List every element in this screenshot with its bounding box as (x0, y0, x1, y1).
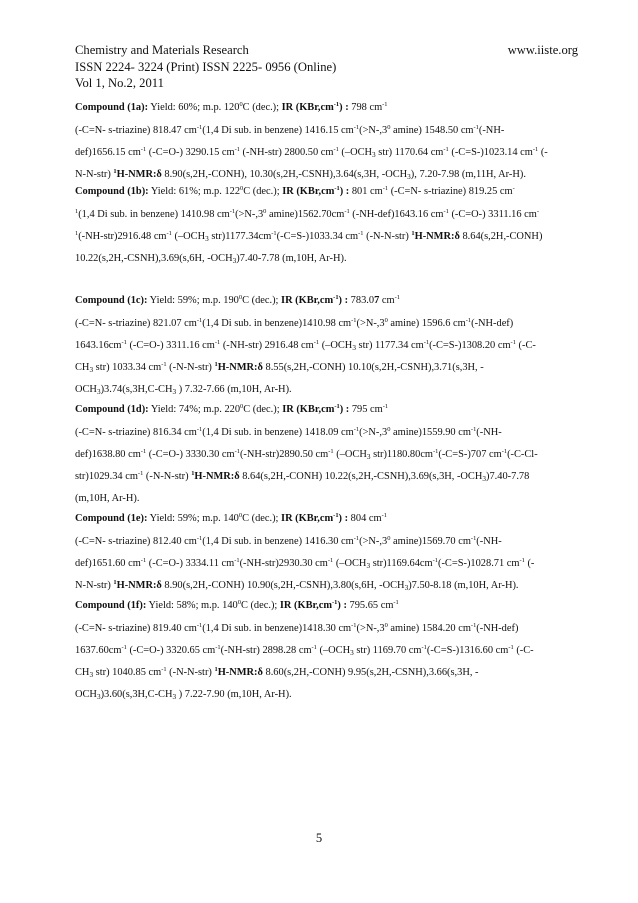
text-run: (-NH- (476, 427, 502, 438)
text-run: N-N-str) (75, 580, 114, 591)
text-run: 1637.60cm (75, 645, 122, 656)
text-run: (-C=S-)1316.60 cm (426, 645, 509, 656)
spectral-data-line (75, 120, 580, 142)
text-run: Yield: 61%; m.p. 122 (150, 186, 241, 197)
text-run: (-C=S-)1028.71 cm (438, 558, 520, 569)
text-run: -1 (353, 124, 360, 132)
text-run: (>N-,3 (359, 536, 388, 547)
compound-summary-line (75, 399, 580, 421)
text-run: (1,4 Di sub. in benzene) 1416.30 cm (202, 536, 354, 547)
text-run: 3 (407, 172, 411, 181)
text-run: IR (KBr,cm (279, 600, 333, 611)
text-run: N-N-str) (75, 169, 114, 180)
text-run: -1 (421, 644, 427, 652)
text-run: -1 (382, 403, 389, 411)
text-run: -1 (382, 185, 389, 193)
text-run: (>N-,3 (235, 209, 264, 220)
text-run: C (dec.); (242, 513, 282, 524)
text-run: -1 (166, 230, 172, 238)
text-run: - (512, 185, 515, 193)
page-header (75, 42, 578, 92)
text-run: str) 1033.34 cm (93, 362, 162, 373)
spectral-data-line (75, 313, 580, 335)
text-run: (–OCH (319, 340, 353, 351)
text-run: -1 (393, 599, 399, 607)
spectral-data-line (75, 142, 580, 164)
text-run: 1 (191, 470, 195, 478)
compound-label: Compound (1f): (75, 600, 147, 611)
text-run: -1 (137, 470, 144, 478)
text-run: 1 (411, 230, 415, 238)
text-run: -1 (470, 426, 477, 434)
text-run: (-C=O-) 3311.16 cm (448, 209, 537, 220)
compound-summary-line (75, 595, 580, 617)
spectral-data-line (75, 662, 580, 684)
text-run: Yield: 60%; m.p. 120 (150, 102, 240, 113)
text-run: amine)1569.70 cm (390, 536, 471, 547)
text-run: -1 (394, 294, 400, 302)
journal-name: Chemistry and Materials Research (75, 43, 249, 57)
text-run: -1 (465, 317, 472, 325)
text-run: IR (KBr,cm (282, 186, 335, 197)
spectral-data-line (75, 226, 580, 248)
volume-line: Vol 1, No.2, 2011 (75, 76, 164, 90)
text-run: -1 (234, 557, 240, 565)
text-run: -1 (311, 644, 317, 652)
text-run: -1 (470, 535, 477, 543)
compound-label: Compound (1d): (75, 404, 149, 415)
text-run: (-C=N- s-triazine) 821.07 cm (75, 318, 197, 329)
text-run: 783.0 (348, 295, 375, 306)
text-run: (-NH-str) 2800.50 cm (239, 147, 334, 158)
text-run: 3 (89, 670, 94, 679)
text-run: IR (KBr,cm (282, 404, 335, 415)
text-run: str) 1169.70 cm (353, 645, 422, 656)
text-run: -1 (351, 317, 357, 325)
text-run: 10.22(s,2H,-CSNH),3.69(s,6H, -OCH (75, 253, 233, 264)
text-run: -1 (140, 557, 147, 565)
text-run: C (dec.); (243, 186, 283, 197)
compound-entry (75, 508, 580, 597)
text-run: 3 (96, 387, 101, 396)
text-run: 3 (89, 365, 94, 374)
spectral-data-line (75, 204, 580, 226)
text-run: ) 7.32-7.66 (m,10H, Ar-H). (176, 384, 292, 395)
text-run: - (536, 208, 540, 216)
text-run: (-C=S-)707 cm (438, 449, 502, 460)
text-run: 0 (238, 512, 243, 520)
text-run: (–OCH (333, 558, 367, 569)
text-run: (- (538, 147, 548, 158)
text-run: -1 (473, 124, 479, 132)
text-run: 0 (240, 403, 244, 411)
text-run: Yield: 74%; m.p. 220 (150, 404, 241, 415)
text-run: -1 (214, 339, 221, 347)
text-run: 7 (374, 295, 380, 306)
text-run: amine) 1596.6 cm (387, 318, 466, 329)
text-run: 0 (263, 208, 267, 216)
text-run: -1 (161, 666, 167, 674)
text-run: amine) 1584.20 cm (387, 623, 471, 634)
text-run: 801 cm (349, 186, 383, 197)
compound-summary-line (75, 181, 580, 203)
compound-entry (75, 399, 580, 510)
text-run: C (dec.); (240, 600, 280, 611)
issn-line: ISSN 2224- 3224 (Print) ISSN 2225- 0956 (Online) (75, 59, 337, 74)
text-run: CH (75, 362, 90, 373)
text-run: (-C=O-) 3334.11 cm (146, 558, 235, 569)
spectral-data-line (75, 444, 580, 466)
text-run: -1 (433, 448, 439, 456)
text-run: (-C=O-) 3330.30 cm (146, 449, 235, 460)
text-run: (m,10H, Ar-H). (75, 493, 140, 504)
text-run: 3 (366, 561, 371, 570)
text-run: -1 (510, 339, 516, 347)
text-run: H-NMR:δ (116, 580, 162, 591)
spectral-data-line (75, 335, 580, 357)
text-run: ) : (339, 102, 349, 113)
text-run: (- (524, 558, 535, 569)
text-run: -1 (333, 294, 339, 302)
text-run: 3 (205, 234, 209, 243)
text-run: (-C- (513, 645, 534, 656)
text-run: -1 (344, 208, 350, 216)
text-run: (-C=N- s-triazine) 819.25 cm (388, 186, 513, 197)
text-run: -1 (234, 146, 240, 154)
text-run: C (dec.); (242, 295, 282, 306)
text-run: )3.60(s,3H,C-CH (100, 689, 173, 700)
text-run: 1 (214, 361, 218, 369)
text-run: (-NH-str)2930.30 cm (239, 558, 328, 569)
text-run: def)1656.15 cm (75, 147, 141, 158)
text-run: ), 7.20-7.98 (m,11H, Ar-H). (410, 169, 526, 180)
spectral-data-line (75, 488, 580, 510)
text-run: -1 (215, 644, 221, 652)
text-run: (–OCH (338, 147, 373, 158)
spectral-data-line (75, 248, 580, 270)
text-run: 3 (352, 343, 356, 352)
text-run: 0 (387, 426, 391, 434)
text-run: -1 (358, 230, 364, 238)
text-run: -1 (333, 101, 340, 109)
text-run: Yield: 59%; m.p. 140 (149, 513, 239, 524)
text-run: (–OCH (171, 231, 206, 242)
text-run: Yield: 58%; m.p. 140 (148, 600, 238, 611)
text-run: (-C=N- s-triazine) 818.47 cm (75, 125, 197, 136)
text-run: 0 (387, 124, 391, 132)
text-run: ) : (338, 513, 349, 524)
text-run: )7.50-8.18 (m,10H, Ar-H). (408, 580, 519, 591)
text-run: 3 (404, 583, 409, 592)
text-run: -1 (121, 339, 127, 347)
text-run: 1 (113, 168, 117, 176)
text-run: 804 cm (348, 513, 382, 524)
spectral-data-line (75, 618, 580, 640)
text-run: H-NMR:δ (217, 362, 263, 373)
text-run: 795 cm (349, 404, 383, 415)
text-run: -1 (196, 426, 203, 434)
spectral-data-line (75, 684, 580, 706)
text-run: -1 (382, 101, 388, 109)
text-run: 3 (482, 474, 487, 483)
text-run: )7.40-7.78 (m,10H, Ar-H). (236, 253, 347, 264)
text-run: 8.64(s,2H,-CONH) 10.22(s,2H,-CSNH),3.69(s,3H, -OCH (239, 471, 483, 482)
text-run: -1 (381, 512, 387, 520)
text-run: str) 1170.64 cm (375, 147, 444, 158)
text-run: def)1651.60 cm (75, 558, 141, 569)
text-run: 8.90(s,2H,-CONH), 10.30(s,2H,-CSNH),3.64(s,3H, -OCH (161, 169, 408, 180)
text-run: (>N-,3 (359, 125, 388, 136)
text-run: (-N-N-str) (363, 231, 412, 242)
compound-summary-line (75, 97, 580, 119)
text-run: (-NH- (476, 536, 502, 547)
text-run: (1,4 Di sub. in benzene) 1418.09 cm (202, 427, 354, 438)
compound-label: Compound (1c): (75, 295, 148, 306)
text-run: IR (KBr,cm (281, 513, 334, 524)
text-run: (-C=N- s-triazine) 819.40 cm (75, 623, 197, 634)
text-run: C (dec.); (242, 102, 282, 113)
compound-entry (75, 290, 580, 401)
text-run: 3 (172, 387, 177, 396)
text-run: 3 (232, 256, 237, 265)
text-run: -1 (327, 557, 334, 565)
text-run: Yield: 59%; m.p. 190 (149, 295, 239, 306)
text-run: (-C=O-) 3320.65 cm (126, 645, 216, 656)
text-run: 1643.16cm (75, 340, 122, 351)
text-run: -1 (140, 146, 147, 154)
spectral-data-line (75, 357, 580, 379)
text-run: str)1180.80cm (370, 449, 434, 460)
spectral-data-line (75, 422, 580, 444)
text-run: -1 (121, 644, 127, 652)
text-run: -1 (508, 644, 514, 652)
text-run: 3 (172, 692, 177, 701)
text-run: -1 (332, 599, 338, 607)
text-run: ) : (337, 600, 347, 611)
text-run: -1 (333, 512, 339, 520)
text-run: (-C=N- s-triazine) 812.40 cm (75, 536, 197, 547)
text-run: str) 1177.34 cm (355, 340, 424, 351)
text-run: H-NMR:δ (414, 231, 460, 242)
text-run: 0 (384, 622, 388, 630)
text-run: 1 (214, 666, 218, 674)
text-run: 0 (384, 317, 388, 325)
text-run: (-NH-str) 2898.28 cm (220, 645, 312, 656)
text-run: (-C=O-) 3311.16 cm (126, 340, 215, 351)
text-run: cm (379, 295, 395, 306)
text-run: 3 (372, 150, 376, 159)
text-run: IR (KBr,cm (281, 295, 334, 306)
text-run: 0 (239, 101, 243, 109)
text-run: (–OCH (316, 645, 351, 656)
text-run: OCH (75, 384, 97, 395)
text-run: -1 (313, 339, 320, 347)
text-run: (-C=S-)1033.34 cm (276, 231, 359, 242)
compound-label: Compound (1b): (75, 186, 149, 197)
text-run: (-C=S-)1023.14 cm (448, 147, 533, 158)
text-run: -1 (229, 208, 236, 216)
compound-entry (75, 181, 580, 270)
text-run: 3 (96, 692, 101, 701)
text-run: -1 (234, 448, 240, 456)
text-run: ) : (338, 295, 349, 306)
text-run: -1 (196, 124, 203, 132)
text-run: 0 (237, 599, 241, 607)
text-run: 1 (75, 230, 79, 238)
text-run: 8.90(s,2H,-CONH) 10.90(s,2H,-CSNH),3.80(s,6H, -OCH (161, 580, 405, 591)
text-run: 1 (75, 208, 79, 216)
text-run: -1 (271, 230, 277, 238)
text-run: 8.60(s,2H,-CONH) 9.95(s,2H,-CSNH),3.66(s,3H, - (262, 667, 479, 678)
text-run: (-C=S-)1308.20 cm (429, 340, 511, 351)
text-run: -1 (351, 622, 357, 630)
text-run: -1 (196, 622, 203, 630)
text-run: (-NH-def) (476, 623, 519, 634)
text-run: ) : (339, 186, 350, 197)
spectral-data-line (75, 531, 580, 553)
text-run: ) 7.22-7.90 (m,10H, Ar-H). (176, 689, 292, 700)
text-run: (-C=N- s-triazine) 816.34 cm (75, 427, 197, 438)
text-run: H-NMR:δ (217, 667, 263, 678)
text-run: -1 (432, 557, 438, 565)
text-run: -1 (423, 339, 430, 347)
spectral-data-line (75, 379, 580, 401)
text-run: amine) 1548.50 cm (390, 125, 474, 136)
text-run: -1 (140, 448, 147, 456)
compound-entry (75, 595, 580, 706)
text-run: -1 (334, 185, 340, 193)
text-run: C (dec.); (243, 404, 283, 415)
text-run: -1 (470, 622, 477, 630)
text-run: str)1169.64cm (370, 558, 433, 569)
text-run: -1 (532, 146, 539, 154)
text-run: 8.64(s,2H,-CONH) (459, 231, 543, 242)
text-run: IR (KBr,cm (281, 102, 334, 113)
text-run: 795.65 cm (346, 600, 394, 611)
text-run: (>N-,3 (356, 623, 385, 634)
text-run: -1 (328, 448, 334, 456)
text-run: (-NH- (478, 125, 505, 136)
text-run: str) 1040.85 cm (93, 667, 162, 678)
text-run: (-N-N-str) (143, 471, 192, 482)
text-run: 798 cm (348, 102, 383, 113)
text-run: -1 (501, 448, 508, 456)
text-run: (1,4 Di sub. in benzene)1418.30 cm (202, 623, 352, 634)
text-run: H-NMR:δ (116, 169, 162, 180)
text-run: -1 (161, 361, 167, 369)
text-run: amine)1562.70cm (266, 209, 345, 220)
page-number: 5 (315, 831, 323, 845)
text-run: (1,4 Di sub. in benzene) 1416.15 cm (202, 125, 354, 136)
text-run: 3 (366, 452, 371, 461)
text-run: str)1177.34cm (208, 231, 272, 242)
text-run: (-NH-str)2890.50 cm (239, 449, 329, 460)
compound-entry (75, 97, 580, 186)
text-run: (-C-Cl- (507, 449, 538, 460)
compound-label: Compound (1a): (75, 102, 149, 113)
text-run: )7.40-7.78 (486, 471, 530, 482)
text-run: str)1029.34 cm (75, 471, 138, 482)
text-run: (1,4 Di sub. in benzene) 1410.98 cm (78, 209, 230, 220)
text-run: (>N-,3 (359, 427, 388, 438)
compound-summary-line (75, 290, 580, 312)
spectral-data-line (75, 640, 580, 662)
text-run: -1 (353, 535, 360, 543)
text-run: (-NH-def) (471, 318, 514, 329)
spectral-data-line (75, 553, 580, 575)
text-run: -1 (196, 535, 203, 543)
text-run: 1 (113, 579, 117, 587)
text-run: ) : (339, 404, 350, 415)
text-run: -1 (196, 317, 203, 325)
text-run: (>N-,3 (356, 318, 385, 329)
compound-summary-line (75, 508, 580, 530)
compound-label: Compound (1e): (75, 513, 148, 524)
text-run: def)1638.80 cm (75, 449, 141, 460)
text-run: (-N-N-str) (166, 667, 215, 678)
text-run: (-C- (515, 340, 536, 351)
text-run: -1 (443, 146, 449, 154)
text-run: (1,4 Di sub. in benzene)1410.98 cm (202, 318, 352, 329)
text-run: (-C=O-) 3290.15 cm (146, 147, 235, 158)
spectral-data-line (75, 575, 580, 597)
text-run: -1 (353, 426, 360, 434)
text-run: -1 (333, 146, 339, 154)
text-run: )3.74(s,3H,C-CH (100, 384, 173, 395)
text-run: CH (75, 667, 90, 678)
text-run: (–OCH (333, 449, 367, 460)
text-run: (-NH-str) 2916.48 cm (220, 340, 314, 351)
text-run: (-NH-str)2916.48 cm (78, 231, 167, 242)
text-run: -1 (519, 557, 525, 565)
text-run: OCH (75, 689, 97, 700)
text-run: -1 (334, 403, 340, 411)
text-run: H-NMR:δ (194, 471, 240, 482)
spectral-data-line (75, 466, 580, 488)
journal-website: www.iiste.org (507, 43, 578, 57)
text-run: (-NH-def)1643.16 cm (349, 209, 444, 220)
text-run: 0 (238, 294, 243, 302)
text-run: amine)1559.90 cm (390, 427, 471, 438)
text-run: 0 (240, 185, 244, 193)
text-run: (-N-N-str) (166, 362, 215, 373)
text-run: 8.55(s,2H,-CONH) 10.10(s,2H,-CSNH),3.71(s,3H, - (262, 362, 484, 373)
text-run: -1 (443, 208, 449, 216)
text-run: 0 (387, 535, 391, 543)
text-run: 3 (350, 648, 354, 657)
